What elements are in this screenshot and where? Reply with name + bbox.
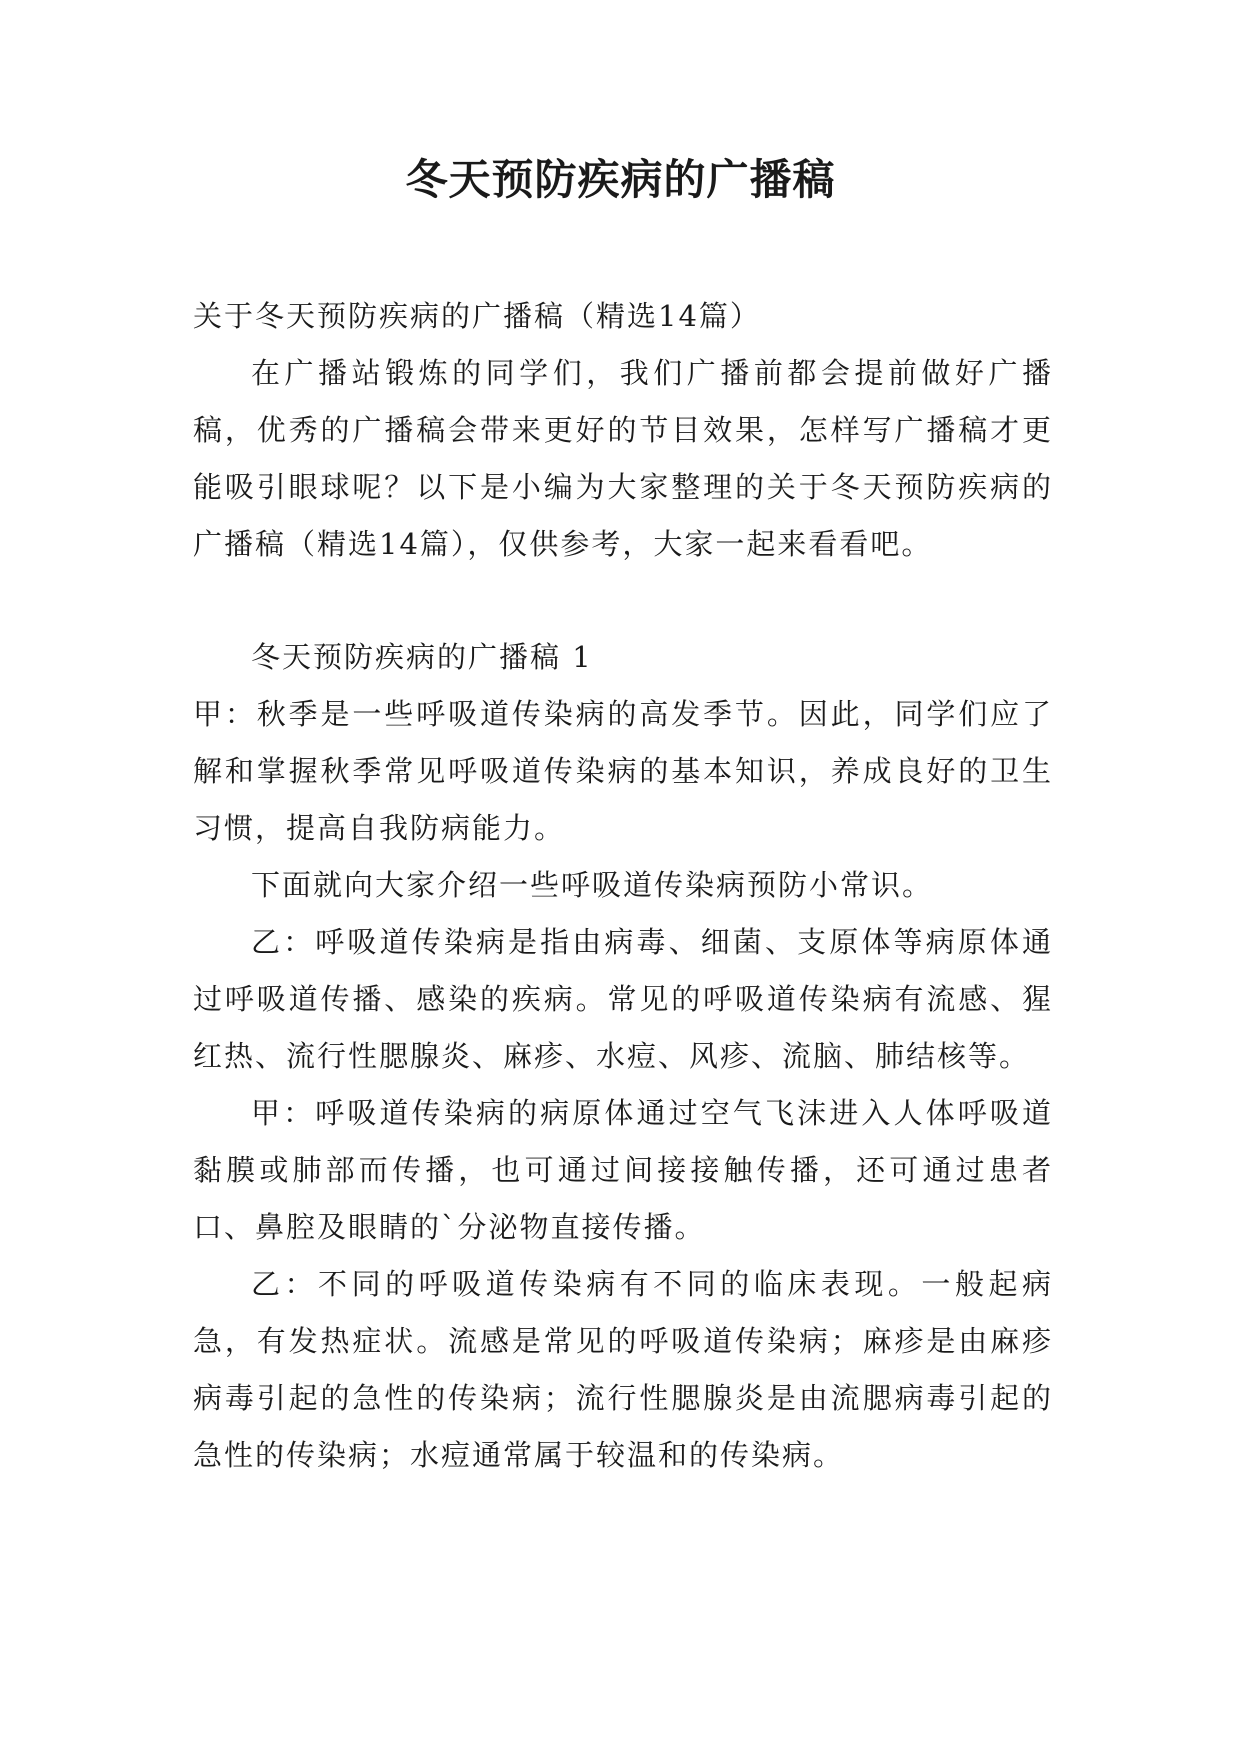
body-paragraph: 甲：秋季是一些呼吸道传染病的高发季节。因此，同学们应了解和掌握秋季常见呼吸道传染病的基本知识，养成良好的卫生习惯，提高自我防病能力。 <box>193 697 1053 845</box>
body-paragraph: 下面就向大家介绍一些呼吸道传染病预防小常识。 <box>251 868 934 902</box>
section-heading: 冬天预防疾病的广播稿 1 <box>251 640 593 674</box>
document-body <box>193 288 1053 1484</box>
subtitle: 关于冬天预防疾病的广播稿（精选14篇） <box>193 299 761 333</box>
body-paragraph: 乙：不同的呼吸道传染病有不同的临床表现。一般起病急，有发热症状。流感是常见的呼吸道传染病；麻疹是由麻疹病毒引起的急性的传染病；流行性腮腺炎是由流腮病毒引起的急性的传染病；水痘通常属于较温和的传染病。 <box>193 1267 1053 1472</box>
body-paragraph: 乙：呼吸道传染病是指由病毒、细菌、支原体等病原体通过呼吸道传播、感染的疾病。常见的呼吸道传染病有流感、猩红热、流行性腮腺炎、麻疹、水痘、风疹、流脑、肺结核等。 <box>193 925 1053 1073</box>
body-paragraph: 甲：呼吸道传染病的病原体通过空气飞沫进入人体呼吸道黏膜或肺部而传播，也可通过间接接触传播，还可通过患者口、鼻腔及眼睛的`分泌物直接传播。 <box>193 1096 1053 1244</box>
page-title: 冬天预防疾病的广播稿 <box>405 155 836 204</box>
spacer <box>193 573 1053 629</box>
intro-paragraph: 在广播站锻炼的同学们，我们广播前都会提前做好广播稿，优秀的广播稿会带来更好的节目效果，怎样写广播稿才更能吸引眼球呢？以下是小编为大家整理的关于冬天预防疾病的广播稿（精选14篇），仅供参考，大家一起来看看吧。 <box>193 356 1053 561</box>
